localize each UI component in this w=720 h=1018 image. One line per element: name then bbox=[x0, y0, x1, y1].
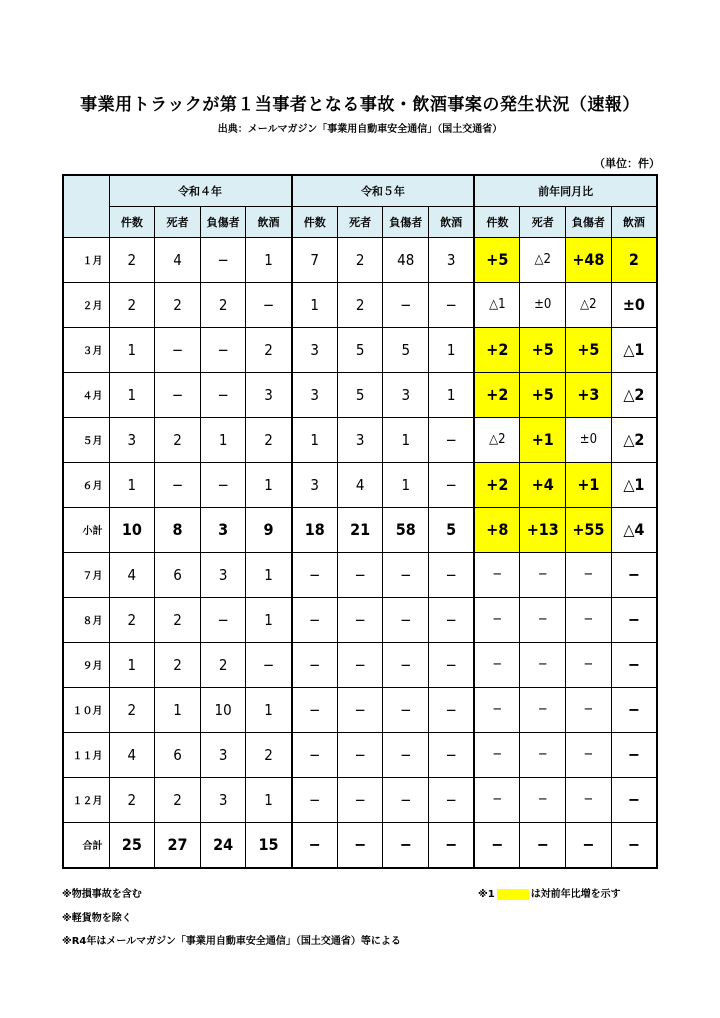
table-cell: +48 bbox=[566, 237, 612, 282]
table-cell: 1 bbox=[155, 687, 201, 732]
row-label: １月 bbox=[63, 237, 109, 282]
table-cell: 2 bbox=[155, 597, 201, 642]
table-cell: 1 bbox=[429, 372, 475, 417]
table-row bbox=[63, 552, 657, 597]
table-cell: 3 bbox=[429, 237, 475, 282]
table-cell: 2 bbox=[337, 282, 383, 327]
group-r5: 令和５年 bbox=[292, 175, 475, 206]
legend-text: は対前年比増を示す bbox=[530, 889, 621, 900]
table-cell: 5 bbox=[337, 327, 383, 372]
table-cell: − bbox=[429, 732, 475, 777]
table-cell: − bbox=[611, 822, 657, 868]
table-cell: − bbox=[474, 822, 520, 868]
table-cell: − bbox=[292, 597, 338, 642]
table-cell: 1 bbox=[383, 462, 429, 507]
table-cell: 3 bbox=[200, 777, 246, 822]
row-label: ９月 bbox=[63, 642, 109, 687]
table-cell: 2 bbox=[109, 597, 155, 642]
table-cell: +2 bbox=[474, 372, 520, 417]
group-r4: 令和４年 bbox=[109, 175, 292, 206]
column-header: 件数 bbox=[474, 206, 520, 237]
table-cell: 2 bbox=[155, 642, 201, 687]
table-cell: − bbox=[566, 597, 612, 642]
column-header: 死者 bbox=[155, 206, 201, 237]
table-row bbox=[63, 507, 657, 552]
row-label: ５月 bbox=[63, 417, 109, 462]
table-cell: − bbox=[520, 597, 566, 642]
table-cell: +5 bbox=[520, 327, 566, 372]
table-cell: − bbox=[155, 327, 201, 372]
table-row bbox=[63, 642, 657, 687]
unit-label: （単位：件） bbox=[594, 157, 660, 170]
table-cell: − bbox=[383, 597, 429, 642]
table-cell: 24 bbox=[200, 822, 246, 868]
row-label: 合計 bbox=[63, 822, 109, 868]
table-cell: 2 bbox=[155, 777, 201, 822]
table-cell: 10 bbox=[109, 507, 155, 552]
table-cell: − bbox=[520, 642, 566, 687]
table-cell: − bbox=[155, 372, 201, 417]
table-row bbox=[63, 732, 657, 777]
table-cell: − bbox=[383, 822, 429, 868]
table-cell: 15 bbox=[246, 822, 292, 868]
table-cell: − bbox=[429, 282, 475, 327]
table-cell: 6 bbox=[155, 552, 201, 597]
table-row bbox=[63, 417, 657, 462]
table-cell: 5 bbox=[337, 372, 383, 417]
row-label: ３月 bbox=[63, 327, 109, 372]
table-cell: − bbox=[474, 642, 520, 687]
table-cell: − bbox=[566, 777, 612, 822]
table-cell: △2 bbox=[474, 417, 520, 462]
table-cell: − bbox=[474, 552, 520, 597]
table-cell: − bbox=[566, 642, 612, 687]
table-cell: +5 bbox=[520, 372, 566, 417]
table-cell: △2 bbox=[566, 282, 612, 327]
table-cell: − bbox=[383, 282, 429, 327]
table-cell: 3 bbox=[200, 507, 246, 552]
table-cell: − bbox=[566, 822, 612, 868]
table-cell: 3 bbox=[292, 462, 338, 507]
table-cell: 2 bbox=[246, 327, 292, 372]
table-cell: 1 bbox=[429, 327, 475, 372]
table-cell: 2 bbox=[200, 642, 246, 687]
table-cell: ±0 bbox=[611, 282, 657, 327]
table-cell: 10 bbox=[200, 687, 246, 732]
table-cell: 5 bbox=[383, 327, 429, 372]
table-row bbox=[63, 327, 657, 372]
table-row bbox=[63, 777, 657, 822]
table-cell: +13 bbox=[520, 507, 566, 552]
row-label: ７月 bbox=[63, 552, 109, 597]
table-cell: 2 bbox=[155, 282, 201, 327]
legend-prefix: ※1 bbox=[478, 889, 495, 900]
table-cell: △4 bbox=[611, 507, 657, 552]
table-cell: +2 bbox=[474, 462, 520, 507]
table-cell: − bbox=[566, 552, 612, 597]
table-cell: − bbox=[429, 777, 475, 822]
table-cell: +8 bbox=[474, 507, 520, 552]
table-cell: 3 bbox=[292, 372, 338, 417]
table-cell: 1 bbox=[246, 237, 292, 282]
note-3: ※R4年はメールマガジン「事業用自動車安全通信」（国土交通省）等による bbox=[62, 936, 401, 947]
table-row bbox=[63, 822, 657, 868]
table-cell: − bbox=[520, 822, 566, 868]
table-cell: − bbox=[246, 282, 292, 327]
table-cell: 2 bbox=[246, 732, 292, 777]
table-cell: 9 bbox=[246, 507, 292, 552]
table-cell: − bbox=[611, 642, 657, 687]
column-header: 死者 bbox=[520, 206, 566, 237]
table-cell: +55 bbox=[566, 507, 612, 552]
table-cell: − bbox=[292, 732, 338, 777]
table-cell: 1 bbox=[246, 687, 292, 732]
highlight-swatch bbox=[497, 889, 529, 900]
table-cell: 2 bbox=[109, 282, 155, 327]
note-1: ※物損事故を含む bbox=[62, 889, 142, 900]
table-cell: − bbox=[383, 777, 429, 822]
table-cell: 1 bbox=[246, 462, 292, 507]
table-cell: 3 bbox=[383, 372, 429, 417]
table-cell: − bbox=[520, 732, 566, 777]
table-cell: 1 bbox=[292, 282, 338, 327]
table-cell: △1 bbox=[611, 327, 657, 372]
table-cell: 3 bbox=[109, 417, 155, 462]
table-cell: 1 bbox=[246, 597, 292, 642]
column-header: 負傷者 bbox=[566, 206, 612, 237]
table-cell: − bbox=[337, 777, 383, 822]
table-cell: − bbox=[611, 777, 657, 822]
table-cell: 25 bbox=[109, 822, 155, 868]
table-cell: 3 bbox=[292, 327, 338, 372]
table-row bbox=[63, 237, 657, 282]
table-cell: − bbox=[383, 642, 429, 687]
table-cell: − bbox=[383, 687, 429, 732]
column-header: 飲酒 bbox=[429, 206, 475, 237]
column-header: 負傷者 bbox=[200, 206, 246, 237]
table-cell: − bbox=[429, 597, 475, 642]
table-row bbox=[63, 372, 657, 417]
table-cell: 2 bbox=[109, 687, 155, 732]
table-cell: 1 bbox=[109, 462, 155, 507]
row-label: １２月 bbox=[63, 777, 109, 822]
highlight-legend bbox=[478, 885, 621, 900]
table-cell: △1 bbox=[611, 462, 657, 507]
table-cell: 4 bbox=[155, 237, 201, 282]
table-cell: − bbox=[429, 687, 475, 732]
column-header: 飲酒 bbox=[246, 206, 292, 237]
table-cell: 1 bbox=[200, 417, 246, 462]
table-cell: − bbox=[611, 687, 657, 732]
table-cell: − bbox=[429, 822, 475, 868]
table-cell: − bbox=[566, 732, 612, 777]
table-cell: − bbox=[474, 597, 520, 642]
table-cell: − bbox=[429, 462, 475, 507]
table-cell: +3 bbox=[566, 372, 612, 417]
table-cell: − bbox=[474, 777, 520, 822]
group-header-row bbox=[63, 175, 657, 206]
table-cell: 21 bbox=[337, 507, 383, 552]
group-yoy: 前年同月比 bbox=[474, 175, 657, 206]
table-cell: − bbox=[611, 552, 657, 597]
table-cell: 3 bbox=[200, 552, 246, 597]
note-2: ※軽貨物を除く bbox=[62, 913, 132, 924]
table-row bbox=[63, 462, 657, 507]
table-cell: 27 bbox=[155, 822, 201, 868]
table-cell: 4 bbox=[109, 732, 155, 777]
row-label: １１月 bbox=[63, 732, 109, 777]
table-cell: 3 bbox=[246, 372, 292, 417]
table-cell: 1 bbox=[246, 777, 292, 822]
table-cell: − bbox=[292, 552, 338, 597]
table-cell: − bbox=[429, 642, 475, 687]
table-cell: − bbox=[520, 687, 566, 732]
table-cell: 5 bbox=[429, 507, 475, 552]
table-cell: − bbox=[200, 597, 246, 642]
table-cell: − bbox=[246, 642, 292, 687]
table-cell: 2 bbox=[200, 282, 246, 327]
table-row bbox=[63, 282, 657, 327]
table-cell: − bbox=[337, 642, 383, 687]
accident-table bbox=[62, 174, 658, 869]
table-cell: − bbox=[429, 417, 475, 462]
table-cell: 2 bbox=[109, 777, 155, 822]
table-cell: 3 bbox=[337, 417, 383, 462]
column-header: 死者 bbox=[337, 206, 383, 237]
table-cell: − bbox=[611, 732, 657, 777]
table-cell: △2 bbox=[611, 372, 657, 417]
table-cell: 1 bbox=[383, 417, 429, 462]
table-cell: 2 bbox=[337, 237, 383, 282]
column-header: 負傷者 bbox=[383, 206, 429, 237]
page-title: 事業用トラックが第１当事者となる事故・飲酒事案の発生状況（速報） bbox=[80, 95, 640, 115]
row-label: ２月 bbox=[63, 282, 109, 327]
corner-cell bbox=[63, 175, 109, 237]
table-row bbox=[63, 687, 657, 732]
table-cell: − bbox=[611, 597, 657, 642]
row-label: ４月 bbox=[63, 372, 109, 417]
table-cell: 2 bbox=[109, 237, 155, 282]
table-cell: 1 bbox=[246, 552, 292, 597]
table-cell: 1 bbox=[292, 417, 338, 462]
table-cell: − bbox=[292, 777, 338, 822]
table-cell: − bbox=[474, 687, 520, 732]
table-cell: 1 bbox=[109, 327, 155, 372]
table-cell: +5 bbox=[566, 327, 612, 372]
column-header: 飲酒 bbox=[611, 206, 657, 237]
table-cell: − bbox=[337, 732, 383, 777]
table-cell: △1 bbox=[474, 282, 520, 327]
row-label: ６月 bbox=[63, 462, 109, 507]
table-cell: 2 bbox=[246, 417, 292, 462]
table-cell: +1 bbox=[520, 417, 566, 462]
table-cell: − bbox=[200, 327, 246, 372]
table-cell: ±0 bbox=[566, 417, 612, 462]
table-cell: 4 bbox=[109, 552, 155, 597]
table-cell: − bbox=[337, 687, 383, 732]
table-cell: − bbox=[292, 642, 338, 687]
table-cell: − bbox=[383, 552, 429, 597]
table-row bbox=[63, 597, 657, 642]
column-header: 件数 bbox=[109, 206, 155, 237]
table-cell: − bbox=[292, 687, 338, 732]
column-header-row bbox=[63, 206, 657, 237]
table-cell: 2 bbox=[611, 237, 657, 282]
table-cell: − bbox=[337, 597, 383, 642]
table-cell: − bbox=[520, 552, 566, 597]
table-cell: − bbox=[292, 822, 338, 868]
table-cell: △2 bbox=[611, 417, 657, 462]
table-cell: 7 bbox=[292, 237, 338, 282]
table-cell: − bbox=[383, 732, 429, 777]
table-cell: 6 bbox=[155, 732, 201, 777]
table-cell: 18 bbox=[292, 507, 338, 552]
row-label: 小計 bbox=[63, 507, 109, 552]
table-cell: +1 bbox=[566, 462, 612, 507]
row-label: １０月 bbox=[63, 687, 109, 732]
table-cell: − bbox=[474, 732, 520, 777]
table-cell: 1 bbox=[109, 372, 155, 417]
table-cell: 8 bbox=[155, 507, 201, 552]
table-cell: 48 bbox=[383, 237, 429, 282]
column-header: 件数 bbox=[292, 206, 338, 237]
table-cell: 3 bbox=[200, 732, 246, 777]
table-cell: − bbox=[566, 687, 612, 732]
table-cell: 4 bbox=[337, 462, 383, 507]
table-cell: − bbox=[200, 372, 246, 417]
row-label: ８月 bbox=[63, 597, 109, 642]
table-cell: − bbox=[200, 237, 246, 282]
table-cell: − bbox=[337, 822, 383, 868]
table-cell: △2 bbox=[520, 237, 566, 282]
table-cell: +5 bbox=[474, 237, 520, 282]
table-cell: − bbox=[429, 552, 475, 597]
table-cell: 58 bbox=[383, 507, 429, 552]
table-cell: − bbox=[155, 462, 201, 507]
table-cell: ±0 bbox=[520, 282, 566, 327]
table-cell: 2 bbox=[155, 417, 201, 462]
source-line: 出典：メールマガジン「事業用自動車安全通信」（国土交通省） bbox=[217, 124, 503, 135]
table-cell: 1 bbox=[109, 642, 155, 687]
table-cell: +4 bbox=[520, 462, 566, 507]
table-cell: − bbox=[520, 777, 566, 822]
table-cell: +2 bbox=[474, 327, 520, 372]
table-cell: − bbox=[200, 462, 246, 507]
table-cell: − bbox=[337, 552, 383, 597]
